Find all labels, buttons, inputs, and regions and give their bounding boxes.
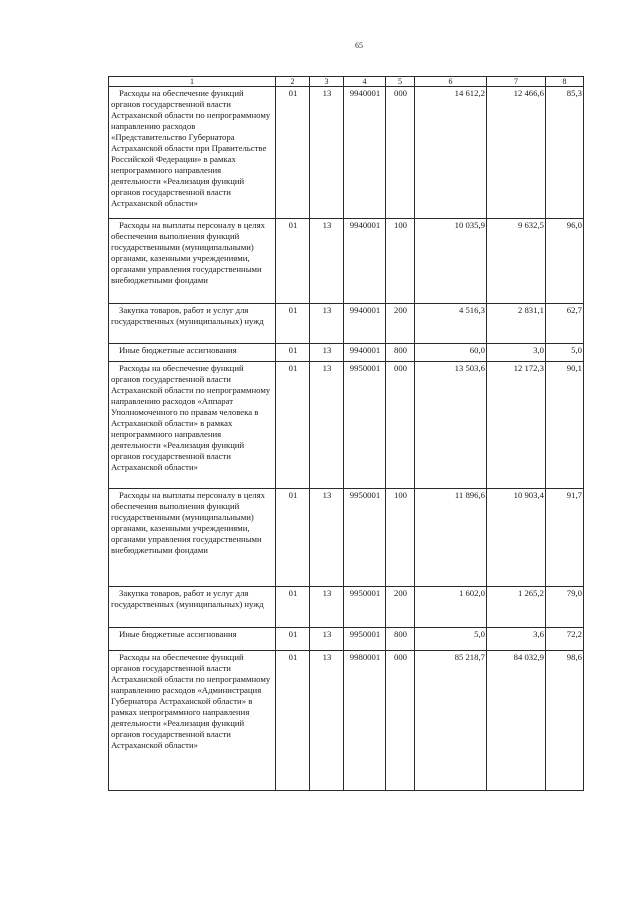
description-cell: Расходы на выплаты персоналу в целях обеспечения выполнения функций государственными (муниципальными) органами, казенными учреждениями, органами управления государственными внебюджетными фондами	[109, 219, 276, 304]
col-8-cell: 98,6	[546, 651, 584, 791]
col-8-cell: 85,3	[546, 87, 584, 219]
col-6-cell: 85 218,7	[415, 651, 487, 791]
col-4-cell: 9980001	[344, 651, 386, 791]
description-cell: Расходы на обеспечение функций органов государственной власти Астраханской области по непрограммному направлению расходов «Администрация Губернатора Астраханской области» в рамках непрограммного направления деятельности «Реализация функций органов государственной власти Астраханской области»	[109, 651, 276, 791]
col-8-cell: 62,7	[546, 304, 584, 344]
col-6-cell: 5,0	[415, 628, 487, 651]
description-cell: Иные бюджетные ассигнования	[109, 344, 276, 362]
col-2-cell: 01	[276, 344, 310, 362]
col-6-cell: 10 035,9	[415, 219, 487, 304]
col-3-cell: 13	[310, 344, 344, 362]
col-7-cell: 1 265,2	[487, 587, 546, 628]
col-8-cell: 96,0	[546, 219, 584, 304]
col-3-cell: 13	[310, 651, 344, 791]
col-5-cell: 000	[386, 651, 415, 791]
col-7-cell: 3,6	[487, 628, 546, 651]
table-row	[109, 628, 584, 651]
header-col-1: 1	[109, 77, 276, 87]
header-col-4: 4	[344, 77, 386, 87]
col-3-cell: 13	[310, 587, 344, 628]
col-5-cell: 100	[386, 489, 415, 587]
col-8-cell: 91,7	[546, 489, 584, 587]
col-4-cell: 9950001	[344, 628, 386, 651]
col-7-cell: 10 903,4	[487, 489, 546, 587]
col-2-cell: 01	[276, 651, 310, 791]
col-4-cell: 9950001	[344, 489, 386, 587]
col-4-cell: 9940001	[344, 87, 386, 219]
header-col-7: 7	[487, 77, 546, 87]
col-2-cell: 01	[276, 587, 310, 628]
description-cell: Закупка товаров, работ и услуг для государственных (муниципальных) нужд	[109, 587, 276, 628]
header-col-5: 5	[386, 77, 415, 87]
col-7-cell: 12 466,6	[487, 87, 546, 219]
description-cell: Закупка товаров, работ и услуг для государственных (муниципальных) нужд	[109, 304, 276, 344]
col-2-cell: 01	[276, 219, 310, 304]
col-8-cell: 79,0	[546, 587, 584, 628]
col-4-cell: 9950001	[344, 587, 386, 628]
col-4-cell: 9940001	[344, 304, 386, 344]
header-col-6: 6	[415, 77, 487, 87]
col-5-cell: 800	[386, 628, 415, 651]
col-2-cell: 01	[276, 489, 310, 587]
col-8-cell: 90,1	[546, 362, 584, 489]
col-7-cell: 2 831,1	[487, 304, 546, 344]
col-4-cell: 9950001	[344, 362, 386, 489]
description-cell: Расходы на выплаты персоналу в целях обеспечения выполнения функций государственными (муниципальными) органами, казенными учреждениями, органами управления государственными внебюджетными фондами	[109, 489, 276, 587]
header-col-2: 2	[276, 77, 310, 87]
col-6-cell: 4 516,3	[415, 304, 487, 344]
col-8-cell: 72,2	[546, 628, 584, 651]
col-6-cell: 60,0	[415, 344, 487, 362]
table-row	[109, 219, 584, 304]
col-3-cell: 13	[310, 489, 344, 587]
table-row	[109, 489, 584, 587]
header-col-3: 3	[310, 77, 344, 87]
col-5-cell: 000	[386, 362, 415, 489]
header-col-8: 8	[546, 77, 584, 87]
budget-table	[108, 76, 584, 791]
col-7-cell: 84 032,9	[487, 651, 546, 791]
col-8-cell: 5,0	[546, 344, 584, 362]
page-number: 65	[355, 41, 363, 50]
col-5-cell: 200	[386, 587, 415, 628]
col-6-cell: 13 503,6	[415, 362, 487, 489]
col-5-cell: 800	[386, 344, 415, 362]
description-cell: Расходы на обеспечение функций органов государственной власти Астраханской области по непрограммному направлению расходов «Представительство Губернатора Астраханской области при Правительстве Российской Федерации» в рамках непрограммного направления деятельности «Реализация функций органов государственной власти Астраханской области»	[109, 87, 276, 219]
table-row	[109, 362, 584, 489]
table-row	[109, 651, 584, 791]
col-7-cell: 12 172,3	[487, 362, 546, 489]
col-2-cell: 01	[276, 87, 310, 219]
col-3-cell: 13	[310, 87, 344, 219]
col-4-cell: 9940001	[344, 344, 386, 362]
description-cell: Иные бюджетные ассигнования	[109, 628, 276, 651]
column-number-row	[109, 77, 584, 87]
table-row	[109, 344, 584, 362]
col-6-cell: 11 896,6	[415, 489, 487, 587]
col-7-cell: 9 632,5	[487, 219, 546, 304]
col-4-cell: 9940001	[344, 219, 386, 304]
col-2-cell: 01	[276, 628, 310, 651]
col-5-cell: 100	[386, 219, 415, 304]
col-3-cell: 13	[310, 362, 344, 489]
table-row	[109, 304, 584, 344]
table-row	[109, 87, 584, 219]
col-3-cell: 13	[310, 219, 344, 304]
description-cell: Расходы на обеспечение функций органов государственной власти Астраханской области по непрограммному направлению расходов «Аппарат Уполномоченного по правам человека в Астраханской области» в рамках непрограммного направления деятельности «Реализация функций органов государственной власти Астраханской области»	[109, 362, 276, 489]
col-5-cell: 000	[386, 87, 415, 219]
col-5-cell: 200	[386, 304, 415, 344]
col-3-cell: 13	[310, 304, 344, 344]
col-6-cell: 14 612,2	[415, 87, 487, 219]
table-row	[109, 587, 584, 628]
col-7-cell: 3,0	[487, 344, 546, 362]
col-2-cell: 01	[276, 362, 310, 489]
col-3-cell: 13	[310, 628, 344, 651]
col-6-cell: 1 602,0	[415, 587, 487, 628]
col-2-cell: 01	[276, 304, 310, 344]
